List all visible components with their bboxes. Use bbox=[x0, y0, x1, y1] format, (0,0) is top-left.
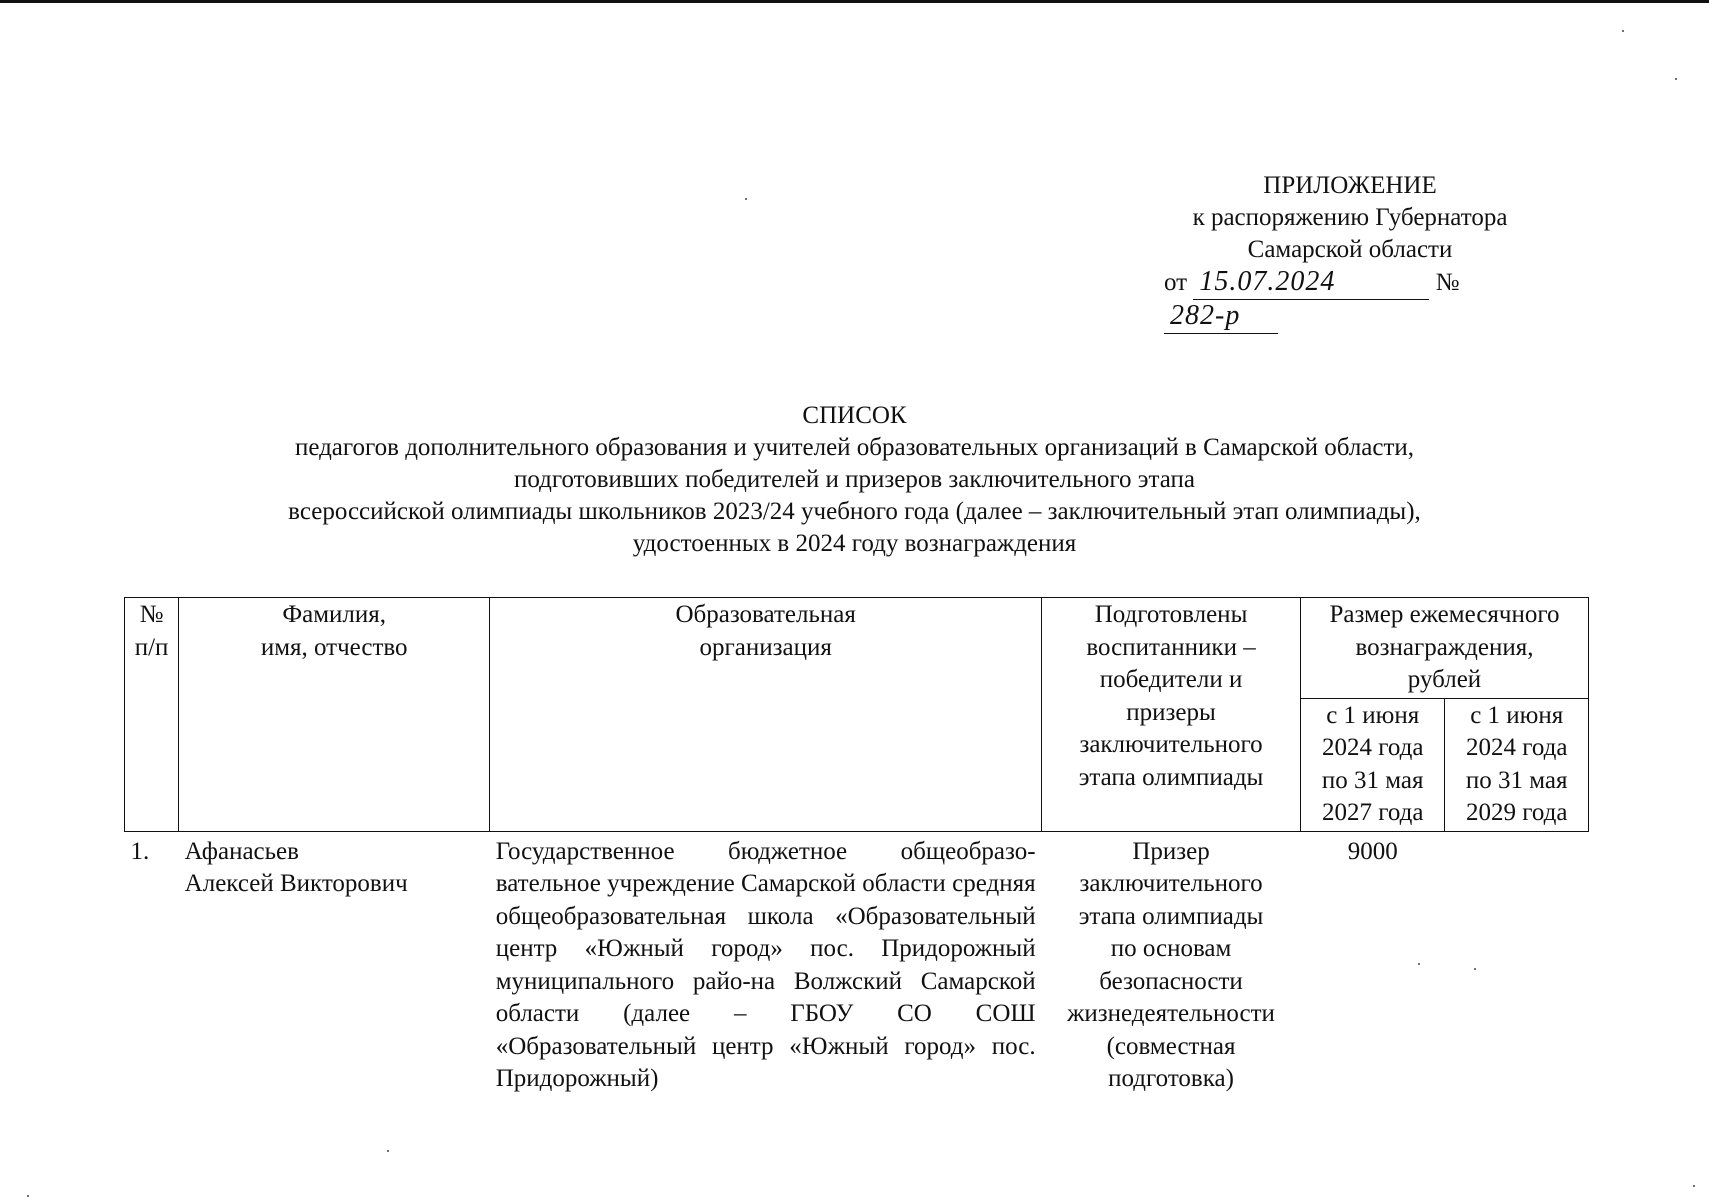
scan-speck bbox=[1693, 1185, 1695, 1187]
heading-line-3: всероссийской олимпиады школьников 2023/24 учебного года (далее – заключительный этап олимпиады), bbox=[288, 498, 1421, 525]
top-border-line bbox=[0, 0, 1709, 3]
scan-speck bbox=[745, 198, 747, 200]
row-organization: Государственное бюджетное общеобразо-вательное учреждение Самарской области средняя общеобразовательная школа «Образовательный центр «Южный город» пос. Придорожный муниципального райо-на Волжский Самарской области (далее – ГБОУ СО СОШ «Образовательный центр «Южный город» пос. Придорожный) bbox=[495, 837, 1036, 1092]
row-number: 1. bbox=[130, 837, 150, 865]
number-label: № bbox=[1435, 269, 1460, 296]
annex-region-line: Самарской области bbox=[1247, 236, 1453, 263]
scan-speck bbox=[1675, 78, 1677, 80]
annex-block bbox=[1140, 170, 1560, 334]
header-period-2027: с 1 июня 2024 года по 31 мая 2027 года bbox=[1300, 698, 1444, 831]
header-payment: Размер ежемесячного вознаграждения, рублей bbox=[1300, 598, 1588, 699]
heading-line-2: подготовивших победителей и призеров заключительного этапа bbox=[513, 466, 1196, 493]
annex-date-number-line bbox=[1140, 266, 1560, 334]
handwritten-date: 15.07.2024 bbox=[1199, 266, 1336, 297]
document-heading bbox=[0, 400, 1709, 560]
scan-speck bbox=[1474, 968, 1476, 970]
heading-line-1: педагогов дополнительного образования и учителей образовательных организаций в Самарской области, bbox=[294, 434, 1415, 461]
header-winners: Подготовлены воспитанники – победители и призеры заключительного этапа олимпиады bbox=[1042, 598, 1301, 832]
header-period-2029: с 1 июня 2024 года по 31 мая 2029 года bbox=[1445, 698, 1589, 831]
annex-decree-line: к распоряжению Губернатора bbox=[1192, 204, 1508, 231]
row-payment-2027: 9000 bbox=[1347, 837, 1398, 865]
row-payment-2029 bbox=[1445, 831, 1589, 1100]
table-row bbox=[125, 831, 1589, 1100]
annex-title: ПРИЛОЖЕНИЕ bbox=[1263, 172, 1437, 199]
handwritten-number: 282-р bbox=[1170, 300, 1241, 331]
award-list-table bbox=[124, 597, 1589, 1100]
row-winners: Призер заключительного этапа олимпиады по основам безопасности жизнедеятельности (совместная подготовка) bbox=[1067, 837, 1275, 1092]
number-underline bbox=[1164, 300, 1278, 334]
header-number: № п/п bbox=[125, 598, 179, 832]
from-label: от bbox=[1164, 269, 1188, 296]
scan-speck bbox=[1418, 963, 1420, 965]
scan-speck bbox=[387, 1150, 389, 1152]
header-full-name: Фамилия, имя, отчество bbox=[179, 598, 490, 832]
row-full-name: Афанасьев Алексей Викторович bbox=[184, 837, 408, 897]
table-header-row-1 bbox=[125, 598, 1589, 699]
heading-line-4: удостоенных в 2024 году вознаграждения bbox=[632, 530, 1077, 557]
scan-speck bbox=[27, 1195, 29, 1197]
date-underline bbox=[1193, 266, 1429, 300]
scan-speck bbox=[1622, 30, 1624, 32]
heading-title: СПИСОК bbox=[802, 402, 907, 429]
header-organization: Образовательная организация bbox=[490, 598, 1042, 832]
